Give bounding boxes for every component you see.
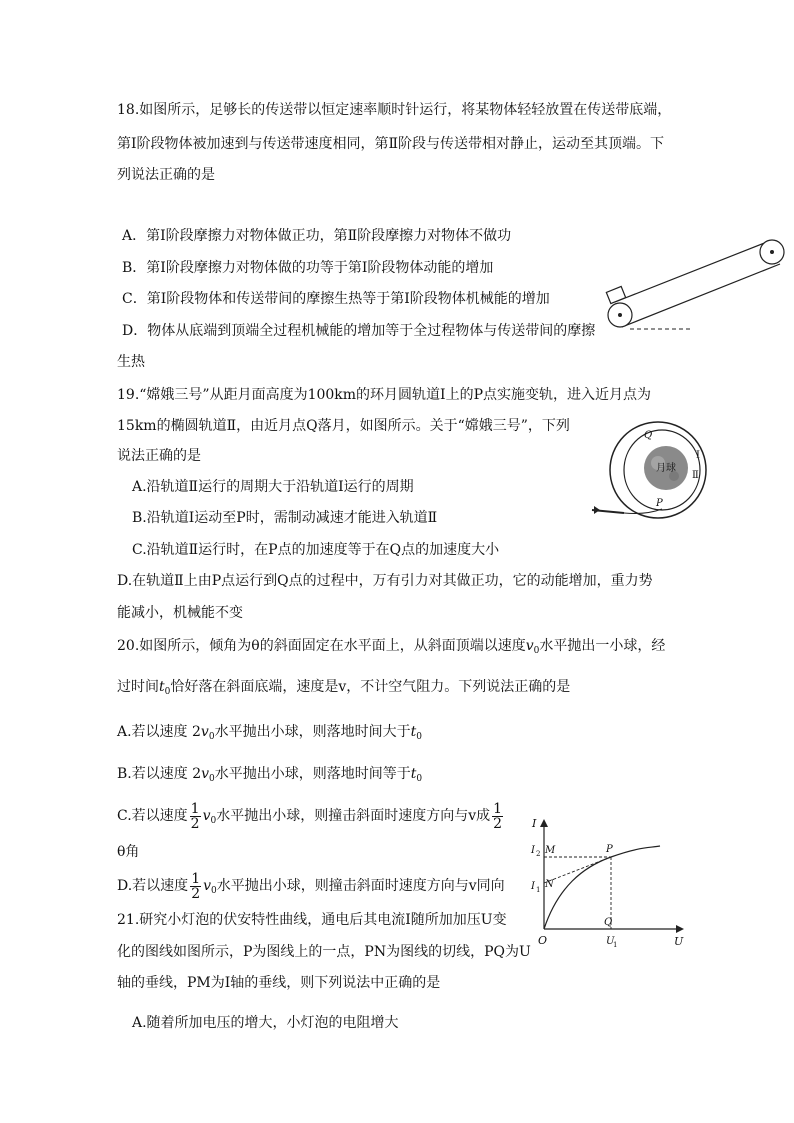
v0-subscript: 0 <box>211 886 217 896</box>
q18-option-c: C．第Ⅰ阶段物体和传送带间的摩擦生热等于第Ⅰ阶段物体机械能的增加 <box>122 291 550 307</box>
t0-symbol: t <box>159 679 165 695</box>
t0-subscript: 0 <box>416 774 423 784</box>
axis-u-label: U <box>674 935 684 948</box>
i1-label: I <box>531 881 535 892</box>
fraction-numerator: 1 <box>493 800 503 817</box>
q20-stem-1a: 20.如图所示，倾角为θ的斜面固定在水平面上，从斜面顶端以速度 <box>117 638 526 654</box>
v0-subscript: 0 <box>209 774 215 784</box>
q18-option-d-line-1: D．物体从底端到顶端全过程机械能的增加等于全过程物体与传送带间的摩擦 <box>122 323 596 339</box>
q19-option-c: C.沿轨道Ⅱ运行时，在P点的加速度等于在Q点的加速度大小 <box>132 542 500 558</box>
q20-option-b-post: 水平抛出小球，则落地时间等于 <box>214 766 411 782</box>
q18-option-a: A．第Ⅰ阶段摩擦力对物体做正功，第Ⅱ阶段摩擦力对物体不做功 <box>122 228 512 244</box>
v0-subscript: 0 <box>208 732 215 742</box>
q20-option-a-pre: A.若以速度 2 <box>117 724 201 740</box>
q20-stem-line-1 <box>117 636 665 661</box>
axis-i-label: I <box>532 817 537 830</box>
half-fraction <box>190 872 201 901</box>
fraction-denominator: 2 <box>190 815 200 832</box>
q19-stem-line-2: 15km的椭圆轨道Ⅱ，由近月点Q落月，如图所示。关于“嫦娥三号”，下列 <box>117 418 570 434</box>
q20-stem-2b: 恰好落在斜面底端，速度是v，不计空气阻力。下列说法正确的是 <box>170 679 571 695</box>
orbit-2-label: Ⅱ <box>692 470 699 481</box>
q20-option-d-pre: D.若以速度 <box>117 878 189 894</box>
m-label: M <box>545 845 556 856</box>
v0-subscript: 0 <box>210 816 217 826</box>
t0-symbol: t <box>410 766 417 782</box>
q20-option-c <box>117 799 505 838</box>
q20-option-d-post: 水平抛出小球，则撞击斜面时速度方向与v同向 <box>216 878 505 894</box>
q21-option-a: A.随着所加电压的增大，小灯泡的电阻增大 <box>132 1015 399 1031</box>
n-label: N <box>545 879 554 890</box>
q20-option-b-pre: B.若以速度 2 <box>117 766 202 782</box>
q20-option-c-mid: 水平抛出小球，则撞击斜面时速度方向与v成 <box>216 808 491 824</box>
q-label: Q <box>604 917 613 928</box>
v0-subscript: 0 <box>533 646 540 656</box>
q20-option-b <box>117 764 422 789</box>
u1-label: U <box>606 936 615 947</box>
v0-symbol: v <box>202 808 211 824</box>
v0-symbol: v <box>203 878 212 894</box>
q20-stem-1b: 水平抛出一小球，经 <box>539 638 666 654</box>
half-fraction <box>190 802 201 831</box>
q20-stem-line-2 <box>117 677 570 702</box>
q19-stem-line-1: 19.“嫦娥三号”从距月面高度为100km的环月圆轨道Ⅰ上的P点实施变轨，进入近月点为 <box>117 387 652 403</box>
q18-option-d-line-2: 生热 <box>117 354 145 370</box>
orbit-p-label: P <box>656 498 663 509</box>
q19-stem-line-3: 说法正确的是 <box>117 448 201 464</box>
t0-subscript: 0 <box>164 687 171 697</box>
origin-label: O <box>538 934 548 947</box>
q20-option-d <box>117 869 505 908</box>
i1-subscript: 1 <box>536 886 541 894</box>
v0-symbol: v <box>525 638 534 654</box>
orbit-1-label: Ⅰ <box>696 450 700 461</box>
orbit-q-label: Q <box>644 430 653 441</box>
q18-stem-line-2: 第Ⅰ阶段物体被加速到与传送带速度相同，第Ⅱ阶段与传送带相对静止，运动至其顶端。下 <box>117 136 665 152</box>
q20-option-c-pre: C.若以速度 <box>117 808 188 824</box>
q21-stem-line-2: 化的图线如图所示，P为图线上的一点，PN为图线的切线，PQ为U <box>117 944 531 960</box>
u1-subscript: 1 <box>613 941 618 949</box>
fraction-numerator: 1 <box>190 800 200 817</box>
t0-symbol: t <box>410 724 417 740</box>
conveyor-belt-figure <box>600 232 790 342</box>
i2-subscript: 2 <box>536 850 541 858</box>
q21-stem-line-3: 轴的垂线，PM为I轴的垂线，则下列说法中正确的是 <box>117 975 441 991</box>
v0-symbol: v <box>201 766 210 782</box>
q20-option-c-line-2: θ角 <box>117 844 140 860</box>
q20-stem-2a: 过时间 <box>117 679 159 695</box>
i2-label: I <box>531 845 535 856</box>
q18-stem-line-3: 列说法正确的是 <box>117 167 215 183</box>
q19-option-a: A.沿轨道Ⅱ运行的周期大于沿轨道Ⅰ运行的周期 <box>132 479 414 495</box>
v0-symbol: v <box>200 724 209 740</box>
q18-stem-line-1: 18.如图所示，足够长的传送带以恒定速率顺时针运行，将某物体轻轻放置在传送带底端， <box>117 102 672 118</box>
fraction-numerator: 1 <box>191 870 201 887</box>
p-label: P <box>606 844 613 855</box>
t0-subscript: 0 <box>416 732 422 742</box>
iu-curve-figure <box>528 815 688 950</box>
fraction-denominator: 2 <box>191 885 201 902</box>
q21-stem-line-1: 21.研究小灯泡的伏安特性曲线，通电后其电流I随所加加压U变 <box>117 912 507 928</box>
q19-option-b: B.沿轨道Ⅰ运动至P时，需制动减速才能进入轨道Ⅱ <box>132 510 438 526</box>
q20-option-a-post: 水平抛出小球，则落地时间大于 <box>214 724 411 740</box>
lunar-orbit-figure <box>588 418 718 523</box>
q18-option-b: B．第Ⅰ阶段摩擦力对物体做的功等于第Ⅰ阶段物体动能的增加 <box>122 260 494 276</box>
q19-option-d-line-1: D.在轨道Ⅱ上由P点运行到Q点的过程中，万有引力对其做正功，它的动能增加，重力势 <box>117 573 653 589</box>
moon-label: 月球 <box>656 463 676 474</box>
q20-option-a <box>117 722 422 747</box>
q19-option-d-line-2: 能减小，机械能不变 <box>117 605 243 621</box>
half-fraction <box>492 802 503 831</box>
fraction-denominator: 2 <box>493 815 503 832</box>
